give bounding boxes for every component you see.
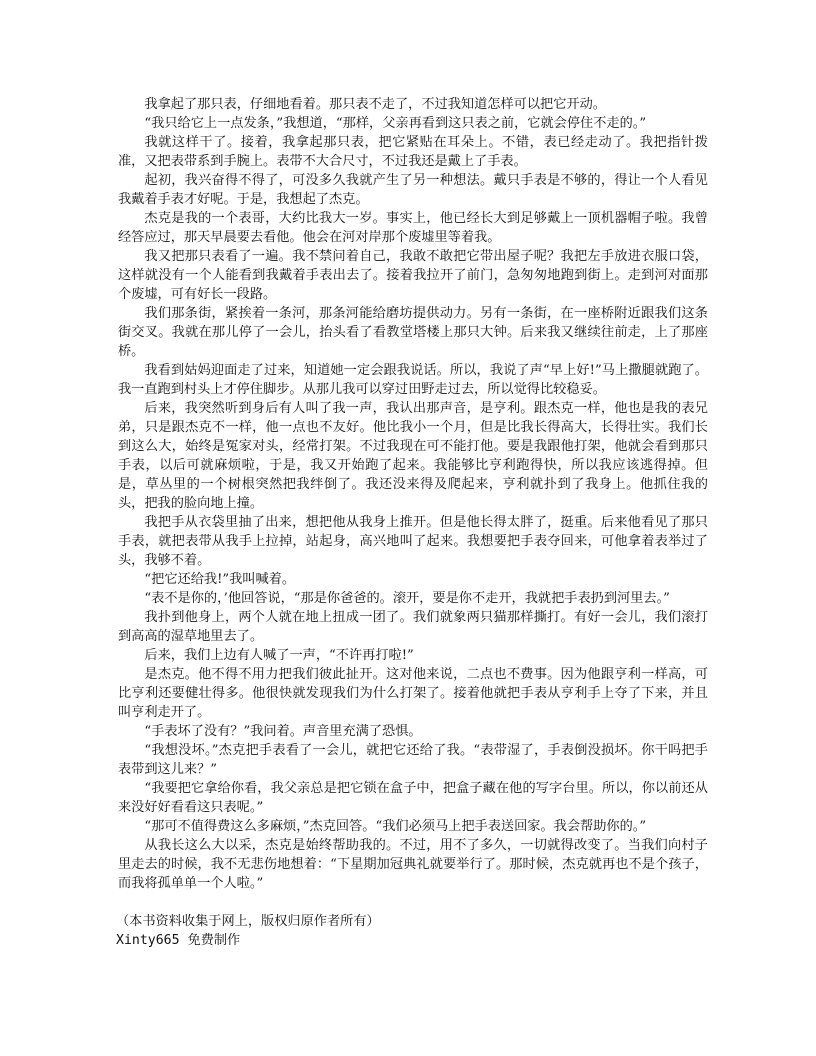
paragraph: 从我长这么大以采，杰克是始终帮助我的。不过，用不了多久，一切就得改变了。当我们向村子里走去的时候，我不无悲伤地想着：“下星期加冠典礼就要举行了。那时候，杰克就再也不是个孩子，而我将孤单单一个人啦。” [118, 838, 708, 891]
story-body [118, 95, 708, 893]
paragraph: 后来，我们上边有人喊了一声，“不许再打啦!” [144, 648, 414, 663]
paragraph: 我又把那只表看了一遍。我不禁问着自己，我敢不敢把它带出屋子呢？我把左手放进衣服口袋，这样就没有一个人能看到我戴着手表出去了。接着我拉开了前门，急匆匆地跑到街上。走到河对面那个废墟，可有好长一段路。 [118, 249, 708, 302]
paragraph: “我要把它拿给你看，我父亲总是把它锁在盒子中，把盒子藏在他的写字台里。所以，你以前还从来没好好看看这只表呢。” [118, 781, 708, 815]
paragraph: 后来，我突然听到身后有人叫了我一声，我认出那声音，是亨利。跟杰克一样，他也是我的表兄弟，只是跟杰克不一样，他一点也不友好。他比我小一个月，但是比我长得高大，长得壮实。我们长到这么大，始终是冤家对头，经常打架。不过我现在可不能打他。要是我跟他打架，他就会看到那只手表，以后可就麻烦啦，于是，我又开始跑了起来。我能够比亨利跑得快，所以我应该逃得掉。但是，草丛里的一个树根突然把我绊倒了。我还没来得及爬起来，亨利就扑到了我身上。他抓住我的头，把我的脸向地上撞。 [118, 401, 708, 511]
paragraph: 我拿起了那只表，仔细地看着。那只表不走了，不过我知道怎样可以把它开动。 [144, 97, 606, 112]
paragraph: 我就这样干了。接着，我拿起那只表，把它紧贴在耳朵上。不错，表已经走动了。我把指针拨准，又把表带系到手腕上。表带不大合尺寸，不过我还是戴上了手表。 [118, 135, 708, 169]
paragraph: “把它还给我!”我叫喊着。 [144, 572, 296, 587]
paragraph: “表不是你的，’他回答说，“那是你爸爸的。滚开，要是你不走开，我就把手表扔到河里去。” [144, 591, 670, 606]
producer-credit: Xinty665 免费制作 [116, 933, 241, 948]
paragraph: 我看到姑妈迎面走了过来，知道她一定会跟我说话。所以，我说了声“早上好!”马上撒腿就跑了。我一直跑到村头上才停住脚步。从那儿我可以穿过田野走过去，所以觉得比较稳妥。 [118, 363, 708, 397]
paragraph: “我想没坏。”杰克把手表看了一会儿，就把它还给了我。“表带湿了，手表倒没损坏。你干吗把手表带到这儿来？” [118, 743, 708, 777]
paragraph: 起初，我兴奋得不得了，可没多久我就产生了另一种想法。戴只手表是不够的，得让一个人看见我戴着手表才好呢。于是，我想起了杰克。 [118, 173, 708, 207]
paragraph: “我只给它上一点发条，”我想道，“那样，父亲再看到这只表之前，它就会停住不走的。” [144, 116, 647, 131]
paragraph: 我把手从衣袋里抽了出来，想把他从我身上推开。但是他长得太胖了，挺重。后来他看见了那只手表，就把表带从我手上拉掉，站起身，高兴地叫了起来。我想要把手表夺回来，可他拿着表举过了头，我够不着。 [118, 515, 708, 568]
paragraph: 我们那条街，紧挨着一条河，那条河能给磨坊提供动力。另有一条街，在一座桥附近跟我们这条街交叉。我就在那儿停了一会儿，抬头看了看教堂塔楼上那只大钟。后来我又继续往前走，上了那座桥。 [118, 306, 708, 359]
paragraph: “那可不值得费这么多麻烦，”杰克回答。“我们必须马上把手表送回家。我会帮助你的。” [144, 819, 647, 834]
footer-note [116, 912, 716, 950]
paragraph: 我扑到他身上，两个人就在地上扭成一团了。我们就象两只猫那样撕打。有好一会儿，我们滚打到高高的湿草地里去了。 [118, 610, 708, 644]
paragraph: “手表坏了没有？”我问着。声音里充满了恐惧。 [144, 724, 422, 739]
paragraph: 是杰克。他不得不用力把我们彼此扯开。这对他来说，二点也不费事。因为他跟亨利一样高，可比亨利还要健壮得多。他很快就发现我们为什么打架了。接着他就把手表从亨利手上夺了下来，并且叫亨利走开了。 [118, 667, 708, 720]
paragraph: 杰克是我的一个表哥，大约比我大一岁。事实上，他已经长大到足够戴上一顶机器帽子啦。我曾经答应过，那天早晨要去看他。他会在河对岸那个废墟里等着我。 [118, 211, 708, 245]
copyright-note: （本书资料收集于网上，版权归原作者所有） [116, 914, 380, 929]
